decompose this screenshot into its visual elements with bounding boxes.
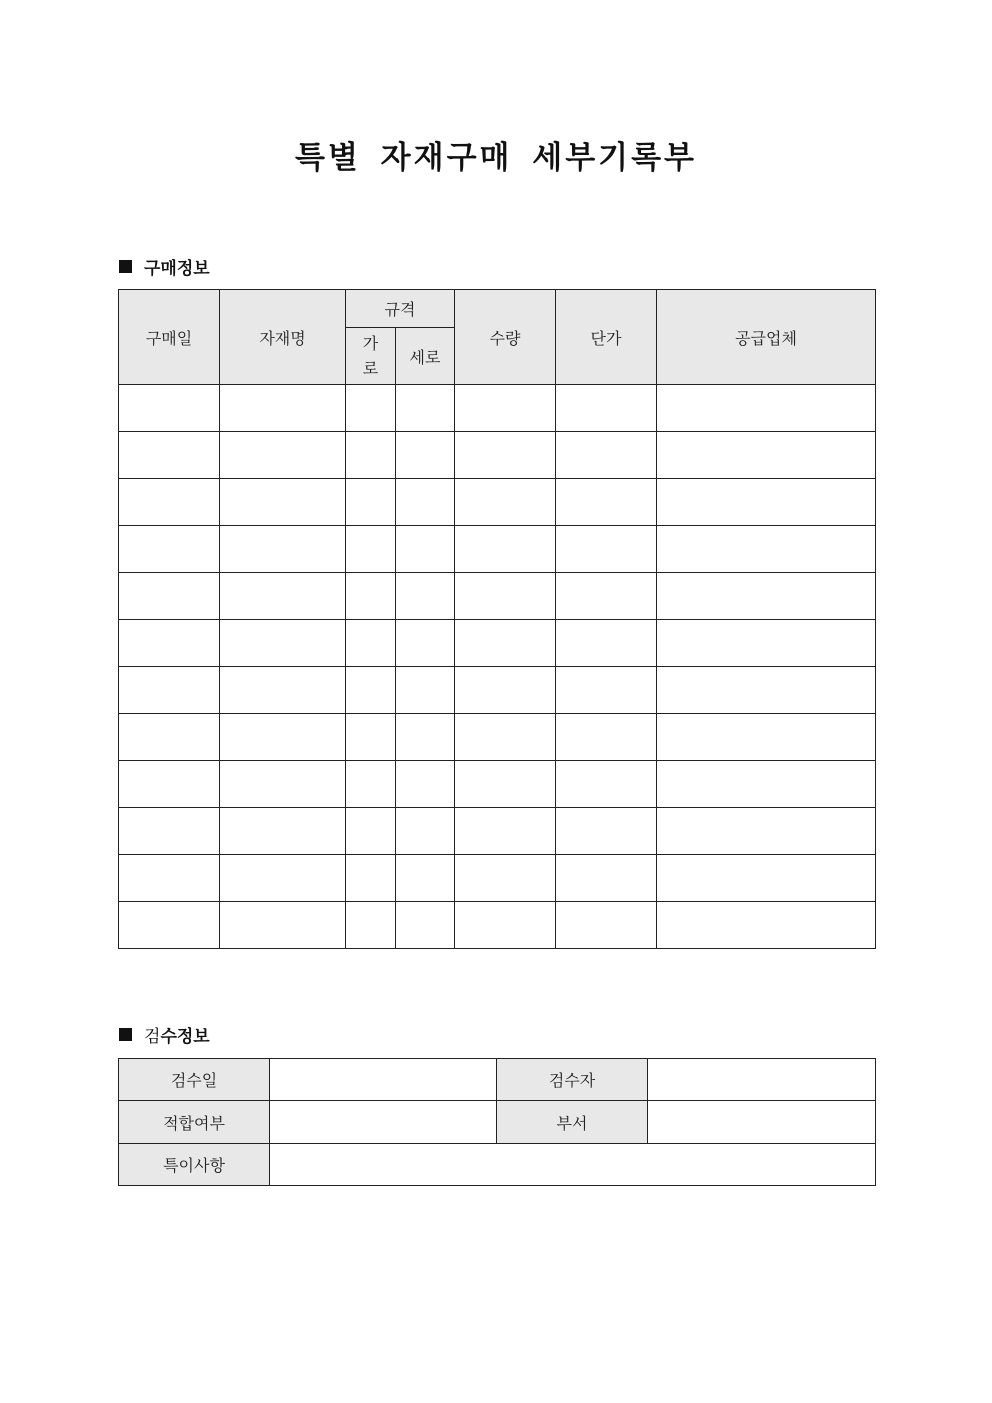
quantity-cell[interactable] [455,432,556,479]
inspect-date-field[interactable] [270,1059,497,1101]
quantity-cell[interactable] [455,902,556,949]
table-row [119,902,876,949]
purchase-date-cell[interactable] [119,573,220,620]
label-department: 부서 [497,1101,648,1144]
width-cell[interactable] [346,761,396,808]
height-cell[interactable] [396,667,455,714]
width-cell[interactable] [346,573,396,620]
unit-price-cell[interactable] [556,714,657,761]
purchase-date-cell[interactable] [119,385,220,432]
purchase-date-cell[interactable] [119,432,220,479]
table-row [119,432,876,479]
inspection-section-title: 수정보 [160,1027,210,1047]
height-cell[interactable] [396,432,455,479]
height-cell[interactable] [396,902,455,949]
header-width [346,328,396,385]
conformity-field[interactable] [270,1101,497,1144]
unit-price-cell[interactable] [556,902,657,949]
unit-price-cell[interactable] [556,573,657,620]
width-cell[interactable] [346,620,396,667]
material-name-cell[interactable] [220,526,346,573]
width-cell[interactable] [346,855,396,902]
material-name-cell[interactable] [220,573,346,620]
supplier-cell[interactable] [657,714,876,761]
table-row [119,385,876,432]
width-cell[interactable] [346,902,396,949]
width-cell[interactable] [346,714,396,761]
unit-price-cell[interactable] [556,808,657,855]
inspection-section-heading [119,1022,210,1047]
height-cell[interactable] [396,573,455,620]
supplier-cell[interactable] [657,385,876,432]
height-cell[interactable] [396,855,455,902]
header-unit-price: 단가 [556,290,657,385]
material-name-cell[interactable] [220,667,346,714]
supplier-cell[interactable] [657,902,876,949]
table-row [119,714,876,761]
quantity-cell[interactable] [455,385,556,432]
height-cell[interactable] [396,620,455,667]
header-material-name: 자재명 [220,290,346,385]
material-name-cell[interactable] [220,761,346,808]
quantity-cell[interactable] [455,808,556,855]
header-spec: 규격 [346,290,455,328]
purchase-date-cell[interactable] [119,526,220,573]
quantity-cell[interactable] [455,761,556,808]
material-name-cell[interactable] [220,902,346,949]
quantity-cell[interactable] [455,573,556,620]
unit-price-cell[interactable] [556,432,657,479]
height-cell[interactable] [396,761,455,808]
purchase-table-body [119,385,876,949]
supplier-cell[interactable] [657,667,876,714]
unit-price-cell[interactable] [556,855,657,902]
quantity-cell[interactable] [455,714,556,761]
supplier-cell[interactable] [657,620,876,667]
remarks-field[interactable] [270,1144,876,1186]
supplier-cell[interactable] [657,432,876,479]
header-width-line2: 로 [362,359,379,378]
purchase-date-cell[interactable] [119,620,220,667]
table-row [119,808,876,855]
inspector-field[interactable] [648,1059,876,1101]
material-name-cell[interactable] [220,808,346,855]
table-row [119,573,876,620]
width-cell[interactable] [346,385,396,432]
label-inspector: 검수자 [497,1059,648,1101]
height-cell[interactable] [396,479,455,526]
supplier-cell[interactable] [657,526,876,573]
table-row [119,667,876,714]
purchase-date-cell[interactable] [119,761,220,808]
unit-price-cell[interactable] [556,479,657,526]
purchase-date-cell[interactable] [119,855,220,902]
height-cell[interactable] [396,714,455,761]
purchase-date-cell[interactable] [119,714,220,761]
purchase-section-title: 구매정보 [144,259,210,279]
purchase-date-cell[interactable] [119,902,220,949]
purchase-table [118,289,876,949]
material-name-cell[interactable] [220,620,346,667]
table-row [119,620,876,667]
inspection-section-title-prefix: 검 [144,1027,161,1047]
purchase-date-cell[interactable] [119,667,220,714]
width-cell[interactable] [346,432,396,479]
material-name-cell[interactable] [220,385,346,432]
width-cell[interactable] [346,667,396,714]
square-bullet-icon [119,260,132,273]
header-width-line1: 가 [362,334,379,353]
label-conformity: 적합여부 [119,1101,270,1144]
height-cell[interactable] [396,385,455,432]
material-name-cell[interactable] [220,714,346,761]
department-field[interactable] [648,1101,876,1144]
height-cell[interactable] [396,808,455,855]
table-row [119,761,876,808]
unit-price-cell[interactable] [556,761,657,808]
material-name-cell[interactable] [220,432,346,479]
header-supplier: 공급업체 [657,290,876,385]
unit-price-cell[interactable] [556,667,657,714]
table-row [119,855,876,902]
supplier-cell[interactable] [657,808,876,855]
width-cell[interactable] [346,808,396,855]
unit-price-cell[interactable] [556,385,657,432]
table-row [119,526,876,573]
width-cell[interactable] [346,479,396,526]
purchase-date-cell[interactable] [119,808,220,855]
inspection-table [118,1058,876,1186]
label-inspect-date: 검수일 [119,1059,270,1101]
header-quantity: 수량 [455,290,556,385]
quantity-cell[interactable] [455,667,556,714]
header-height: 세로 [396,328,455,385]
purchase-date-cell[interactable] [119,479,220,526]
supplier-cell[interactable] [657,855,876,902]
square-bullet-icon [119,1028,132,1041]
supplier-cell[interactable] [657,573,876,620]
unit-price-cell[interactable] [556,620,657,667]
supplier-cell[interactable] [657,761,876,808]
unit-price-cell[interactable] [556,526,657,573]
height-cell[interactable] [396,526,455,573]
width-cell[interactable] [346,526,396,573]
page-title: 특별 자재구매 세부기록부 [295,140,697,176]
material-name-cell[interactable] [220,479,346,526]
quantity-cell[interactable] [455,479,556,526]
table-row [119,479,876,526]
material-name-cell[interactable] [220,855,346,902]
label-remarks: 특이사항 [119,1144,270,1186]
header-purchase-date: 구매일 [119,290,220,385]
quantity-cell[interactable] [455,620,556,667]
quantity-cell[interactable] [455,526,556,573]
purchase-section-heading [119,254,210,279]
supplier-cell[interactable] [657,479,876,526]
quantity-cell[interactable] [455,855,556,902]
